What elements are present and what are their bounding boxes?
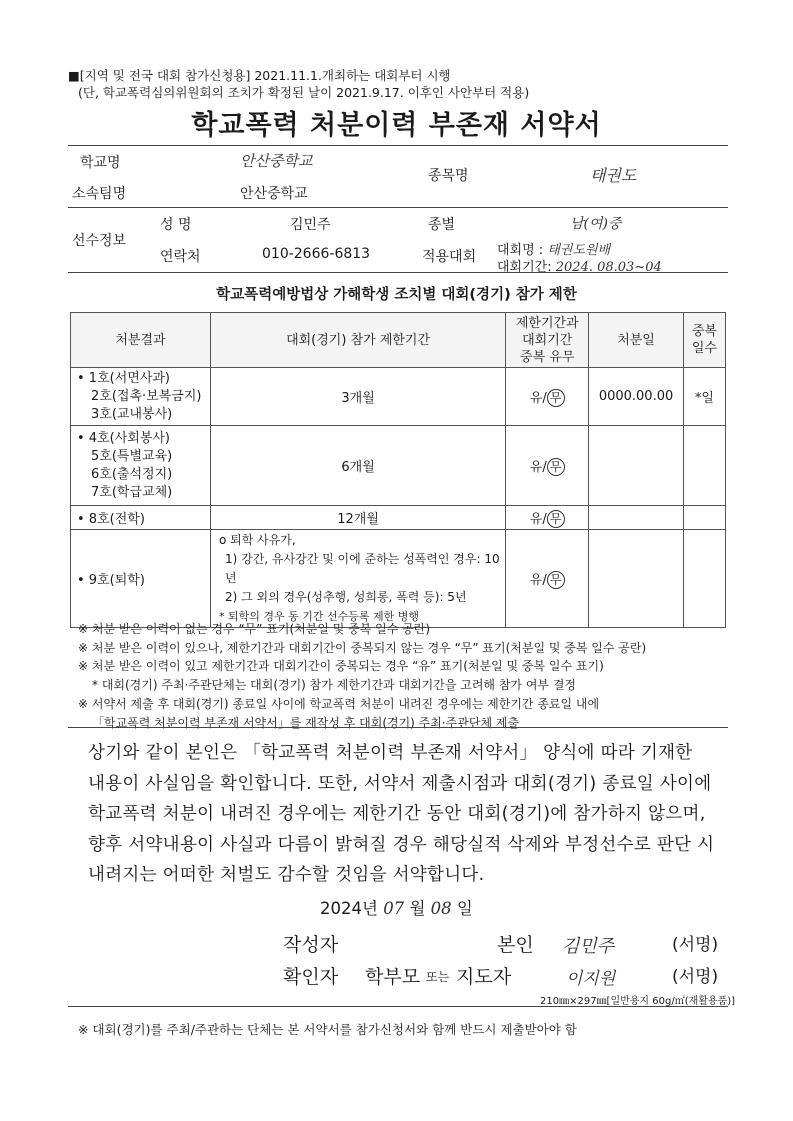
table-row: • 8호(전학) 12개월 유/ 무 (71, 506, 726, 530)
team-label: 소속팀명 (72, 186, 127, 202)
notice-line-2: (단, 학교폭력심의위원회의 조치가 확정된 날이 2021.9.17. 이후인 사안부터 적용) (78, 85, 530, 100)
name-value: 김민주 (290, 217, 331, 233)
parent-label: 학부모 (365, 966, 421, 988)
pledge-date: 2024년 07 월 08 일 (320, 899, 473, 918)
note-line: ※ 처분 받은 이력이 없는 경우 “무” 표기(처분일 및 중복 일수 공란) (78, 622, 431, 636)
document-title: 학교폭력 처분이력 부존재 서약서 (191, 110, 602, 141)
circled-mark: 무 (547, 389, 565, 407)
self-label: 본인 (497, 934, 534, 956)
period-value: 2024. 08.03~04 (555, 260, 662, 275)
writer-label: 작성자 (283, 934, 339, 956)
athlete-label: 선수정보 (72, 233, 127, 249)
pledge-body: 상기와 같이 본인은 「학교폭력 처분이력 부존재 서약서」 양식에 따라 기재한 내용이 사실임을 확인합니다. 또한, 서약서 제출시점과 대회(경기) 종료일 사이에 학교폭력 처분이 내려진 경우에는 제한기간 동안 대회(경기)에 참가하지 않으며, 향후 서약내용이 사실과 다름이 밝혀질 경우 해당실적 삭제와 부정선수로 판단 시 내려지는 어떠한 처벌도 감수할 것임을 서약합니다. (88, 743, 715, 885)
gender-label: 종별 (428, 217, 456, 233)
note-line: 「학교폭력 처분이력 부존재 서약서」를 재작성 후 대회(경기) 주최·주관단체 제출 (92, 715, 520, 730)
footer-note: ※ 대회(경기)를 주최/주관하는 단체는 본 서약서를 참가신청서와 함께 반드시 제출받아야 함 (78, 1022, 577, 1037)
applied-label: 적용대회 (422, 249, 477, 265)
tournament-value: 태권도원배 (547, 243, 611, 258)
self-signature: 김민주 (562, 936, 615, 957)
table-row: • 9호(퇴학) o 퇴학 사유가, 1) 강간, 유사강간 및 이에 준하는 성폭력인 경우: 10년 2) 그 외의 경우(성추행, 성희롱, 폭력 등): 5년 * 퇴학의 경우 동 기간 선수등록 제한 병행 유/ 무 (71, 530, 726, 628)
school-label: 학교명 (80, 155, 121, 171)
confirmer-signature: 이지원 (566, 969, 616, 989)
tournament-line: 대회명 : 태권도원배 (497, 243, 611, 258)
coach-label: 지도자 (456, 966, 512, 988)
confirmer-seal: (서명) (672, 967, 719, 987)
header-overlap: 제한기간과 대회기간 중복 유무 (506, 313, 589, 368)
note-line: * 대회(경기) 주최·주관단체는 대회(경기) 참가 제한기간과 대회기간을 고려해 참가 여부 결정 (92, 678, 577, 693)
circled-mark: 무 (547, 571, 565, 589)
team-value: 안산중학교 (240, 186, 308, 202)
name-label: 성 명 (160, 217, 192, 233)
restriction-subtitle: 학교폭력예방법상 가해학생 조치별 대회(경기) 참가 제한 (216, 287, 577, 303)
notes-block (78, 620, 646, 732)
event-label: 종목명 (428, 168, 469, 184)
self-seal: (서명) (672, 935, 719, 955)
paper-spec: 210㎜×297㎜[일반용지 60g/㎡(재활용품)] (540, 996, 736, 1007)
note-line: ※ 서약서 제출 후 대회(경기) 종료일 사이에 학교폭력 처분이 내려진 경우에는 제한기간 종료일 내에 (78, 696, 600, 711)
circled-mark: 무 (547, 458, 565, 476)
table-row: • 1호(서면사과) 2호(접촉·보복금지) 3호(교내봉사) 3개월 유/ 무 0000.00.00 *일 (71, 368, 726, 426)
header-result: 처분결과 (71, 313, 211, 368)
period-line: 대회기간: 2024. 08.03~04 (497, 260, 662, 275)
note-line: ※ 처분 받은 이력이 있으나, 제한기간과 대회기간이 중복되지 않는 경우 “무” 표기(처분일 및 중복 일수 공란) (78, 640, 647, 655)
gender-value: 남(여)중 (570, 216, 622, 232)
circled-mark: 무 (547, 510, 565, 528)
header-period: 대회(경기) 참가 제한기간 (210, 313, 505, 368)
or-label: 또는 (426, 970, 450, 984)
notice-line-1: ■[지역 및 전국 대회 참가신청용] 2021.11.1.개최하는 대회부터 시행 (68, 68, 451, 83)
school-value: 안산중학교 (240, 152, 313, 170)
contact-label: 연락처 (160, 249, 201, 265)
confirmer-label: 확인자 (283, 966, 339, 988)
event-value: 태권도 (590, 166, 637, 185)
contact-value: 010-2666-6813 (262, 246, 371, 262)
table-row: • 4호(사회봉사) 5호(특별교육) 6호(출석정지) 7호(학급교체) 6개월 유/ 무 (71, 426, 726, 506)
restriction-table (70, 312, 726, 628)
note-line: ※ 처분 받은 이력이 있고 제한기간과 대회기간이 중복되는 경우 “유” 표기(처분일 및 중복 일수 표기) (78, 659, 604, 674)
header-date: 처분일 (589, 313, 683, 368)
header-days: 중복 일수 (683, 313, 725, 368)
